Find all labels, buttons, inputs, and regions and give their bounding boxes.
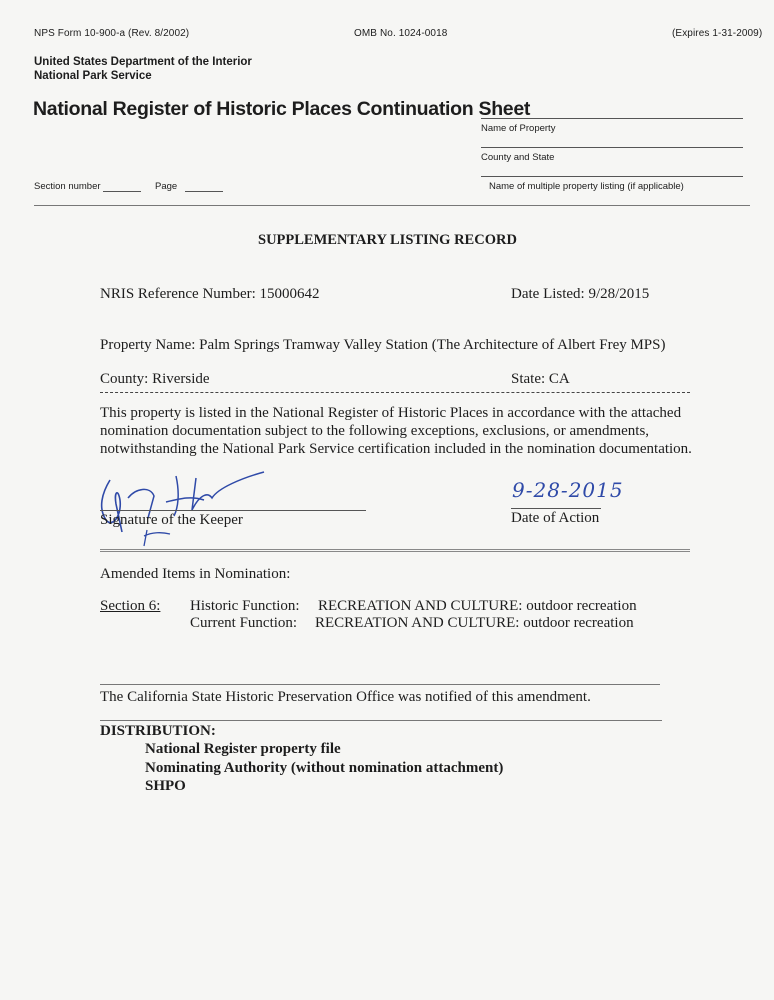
distribution-item: Nominating Authority (without nomination attachment) [145, 760, 504, 776]
county: County: Riverside [100, 371, 210, 387]
department-name: United States Department of the Interior [34, 56, 252, 68]
name-of-property-line [481, 118, 743, 119]
county-state-label: County and State [481, 152, 555, 163]
date-of-action-label: Date of Action [511, 510, 600, 526]
expiration-date: (Expires 1-31-2009) [672, 28, 763, 39]
distribution-item: SHPO [145, 778, 186, 794]
nris-reference: NRIS Reference Number: 15000642 [100, 286, 320, 302]
notification-rule [100, 684, 660, 685]
shpo-notification: The California State Historic Preservation Office was notified of this amendment. [100, 689, 591, 705]
page-label: Page [155, 181, 178, 192]
amended-items-heading: Amended Items in Nomination: [100, 566, 291, 582]
signature-label: Signature of the Keeper [100, 512, 243, 528]
keeper-signature [92, 458, 292, 558]
historic-function-value: RECREATION AND CULTURE: outdoor recreation [318, 598, 637, 614]
page-blank [185, 191, 223, 192]
omb-number: OMB No. 1024-0018 [354, 28, 448, 39]
signature-line [100, 510, 366, 511]
double-rule [100, 549, 690, 552]
name-of-property-label: Name of Property [481, 123, 556, 134]
distribution-rule [100, 720, 662, 721]
listing-statement: This property is listed in the National Register of Historic Places in accordance with the attached nomination documentation subject to the following exceptions, exclusions, or amendments, notwithstanding the National Park Service certification included in the nomination documentation. [100, 405, 692, 457]
header-divider [34, 205, 750, 206]
property-name: Property Name: Palm Springs Tramway Valley Station (The Architecture of Albert Frey MPS) [100, 337, 666, 353]
state: State: CA [511, 371, 570, 387]
date-of-action-line [511, 508, 601, 509]
section-number-blank [103, 191, 141, 192]
multiple-listing-label: Name of multiple property listing (if applicable) [489, 181, 684, 192]
date-of-action-handwritten: 9-28-2015 [512, 478, 624, 502]
current-function-label: Current Function: [190, 615, 298, 631]
record-heading: SUPPLEMENTARY LISTING RECORD [258, 232, 517, 248]
service-name: National Park Service [34, 70, 152, 82]
date-listed: Date Listed: 9/28/2015 [511, 286, 650, 302]
form-id: NPS Form 10-900-a (Rev. 8/2002) [34, 28, 190, 39]
form-title: National Register of Historic Places Continuation Sheet [33, 98, 531, 120]
section-reference: Section 6: [100, 598, 161, 614]
current-function-value: RECREATION AND CULTURE: outdoor recreation [315, 615, 634, 631]
distribution-item: National Register property file [145, 741, 341, 757]
distribution-heading: DISTRIBUTION: [100, 723, 216, 739]
county-state-line [481, 147, 743, 148]
dashed-separator [100, 392, 690, 393]
section-number-label: Section number [34, 181, 101, 192]
historic-function-label: Historic Function: [190, 598, 300, 614]
multiple-listing-line [481, 176, 743, 177]
